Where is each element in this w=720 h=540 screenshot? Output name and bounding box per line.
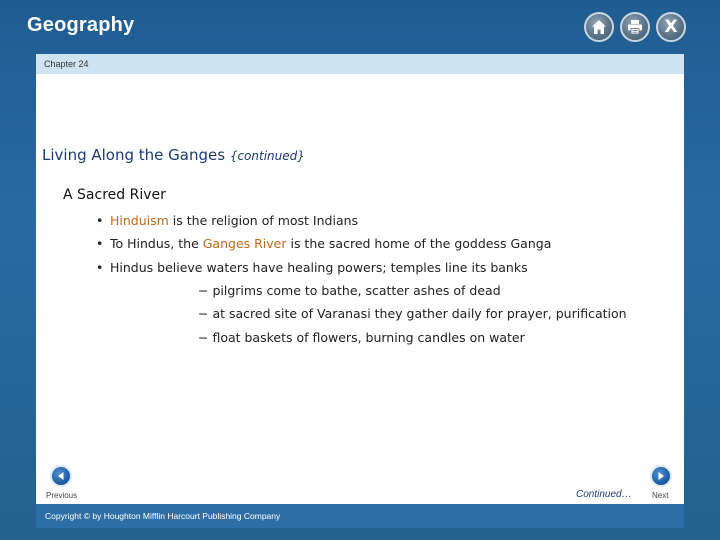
key-term: Hinduism [110,213,169,228]
next-button[interactable] [650,465,672,487]
home-button[interactable] [584,12,614,42]
previous-label[interactable]: Previous [46,491,78,500]
slide-title-text: Living Along the Ganges [42,146,226,164]
print-icon [627,19,643,35]
bullet-dot: • [96,259,104,275]
next-label[interactable]: Next [652,491,669,500]
bullet-dot: • [96,236,104,252]
slide-title-continued: {continued} [229,149,305,163]
toolbar [584,12,686,42]
chapter-bar: Chapter 24 [36,54,684,74]
bullet-dot: • [96,213,104,228]
home-icon [591,19,607,35]
arrow-left-icon [56,471,66,481]
subheading: A Sacred River [63,187,166,203]
continued-label: Continued… [576,489,632,500]
key-term: Ganges River [202,236,287,252]
print-button[interactable] [620,12,650,42]
close-button[interactable] [656,12,686,42]
sub-bullet-item: − float baskets of flowers, burning candles on water [198,329,525,345]
bullet-item: • To Hindus, the Ganges River is the sacred home of the goddess Ganga [96,236,552,252]
arrow-right-icon [656,471,666,481]
bullet-item: • Hinduism is the religion of most Indians [96,213,359,228]
sub-bullet-list [198,283,627,353]
sub-bullet-item: − pilgrims come to bathe, scatter ashes of dead [198,283,501,298]
app-title: Geography [27,14,135,36]
bullet-item: • Hindus believe waters have healing powers; temples line its banks [96,259,528,275]
slide-content [36,74,684,504]
close-icon: X [664,16,678,37]
sub-bullet-item: − at sacred site of Varanasi they gather daily for prayer, purification [198,306,627,322]
slide-title [42,146,305,164]
bullet-list [96,213,551,283]
previous-button[interactable] [50,465,72,487]
copyright-footer: Copyright © by Houghton Mifflin Harcourt Publishing Company [36,504,684,528]
